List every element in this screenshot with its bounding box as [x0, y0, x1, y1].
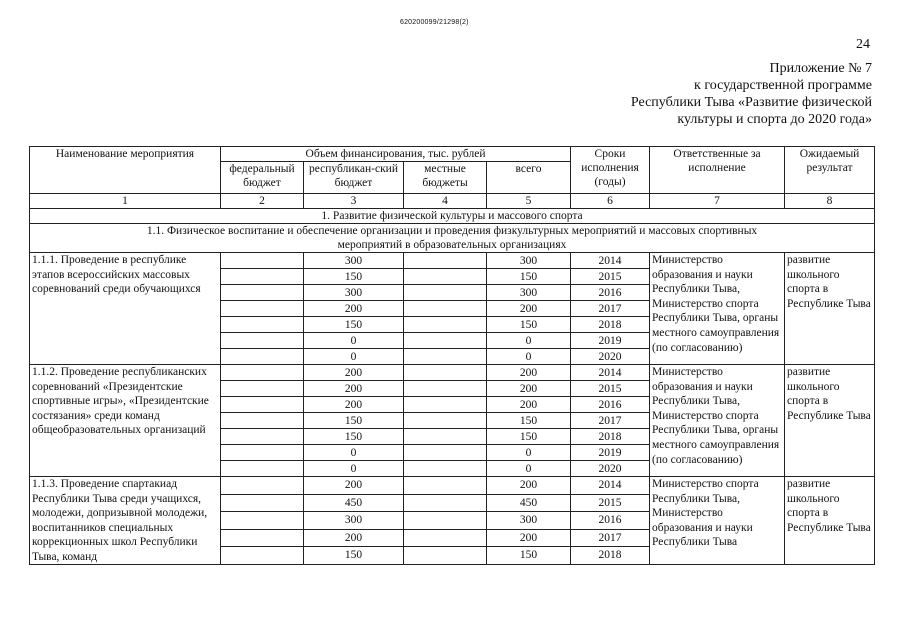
cell-year: 2020 [571, 461, 650, 477]
cell-year: 2014 [571, 365, 650, 381]
cell-total: 300 [487, 253, 571, 269]
activity-name: 1.1.3. Проведение спартакиад Республики Тыва среди учащихся, молодежи, допризывной молодежи, воспитанников специальных коррекционных школ Республики Тыва, команд [30, 477, 221, 565]
cell-total: 150 [487, 547, 571, 565]
cell-year: 2018 [571, 317, 650, 333]
col-num-6: 6 [571, 194, 650, 209]
cell-republican: 150 [304, 547, 404, 565]
appendix-header [512, 60, 872, 128]
cell-total: 300 [487, 285, 571, 301]
cell-federal [221, 397, 304, 413]
cell-total: 150 [487, 413, 571, 429]
cell-republican: 150 [304, 269, 404, 285]
header-result: Ожидаемый результат [785, 147, 875, 194]
header-terms: Сроки исполнения (годы) [571, 147, 650, 194]
cell-local [404, 429, 487, 445]
cell-total: 200 [487, 301, 571, 317]
appendix-line-1: Приложение № 7 [769, 61, 872, 76]
activity-result: развитие школьного спорта в Республике Тыва [785, 365, 875, 477]
cell-republican: 0 [304, 461, 404, 477]
cell-total: 0 [487, 333, 571, 349]
cell-total: 200 [487, 365, 571, 381]
cell-local [404, 269, 487, 285]
cell-total: 300 [487, 512, 571, 530]
cell-federal [221, 461, 304, 477]
cell-local [404, 333, 487, 349]
col-num-1: 1 [30, 194, 221, 209]
cell-total: 200 [487, 381, 571, 397]
cell-republican: 150 [304, 429, 404, 445]
cell-republican: 300 [304, 285, 404, 301]
page-number: 24 [856, 37, 870, 52]
cell-republican: 300 [304, 512, 404, 530]
activity-result: развитие школьного спорта в Республике Тыва [785, 477, 875, 565]
cell-federal [221, 253, 304, 269]
cell-local [404, 285, 487, 301]
appendix-line-2: к государственной программе [694, 78, 872, 93]
header-republican: республикан-ский бюджет [304, 162, 404, 194]
cell-local [404, 381, 487, 397]
cell-local [404, 253, 487, 269]
cell-federal [221, 301, 304, 317]
activity-name: 1.1.1. Проведение в республике этапов всероссийских массовых соревнований среди обучающихся [30, 253, 221, 365]
cell-year: 2017 [571, 413, 650, 429]
cell-republican: 200 [304, 365, 404, 381]
cell-federal [221, 547, 304, 565]
cell-republican: 200 [304, 529, 404, 547]
activity-responsible: Министерство спорта Республики Тыва, Министерство образования и науки Республики Тыва [650, 477, 785, 565]
cell-local [404, 547, 487, 565]
cell-year: 2016 [571, 285, 650, 301]
activity-responsible: Министерство образования и науки Республики Тыва, Министерство спорта Республики Тыва, органы местного самоуправления (по согласованию) [650, 365, 785, 477]
cell-year: 2014 [571, 253, 650, 269]
cell-federal [221, 381, 304, 397]
cell-federal [221, 477, 304, 495]
header-local: местные бюджеты [404, 162, 487, 194]
cell-republican: 150 [304, 317, 404, 333]
cell-local [404, 512, 487, 530]
cell-year: 2015 [571, 269, 650, 285]
col-num-3: 3 [304, 194, 404, 209]
program-table [29, 146, 875, 565]
cell-total: 0 [487, 349, 571, 365]
cell-total: 450 [487, 494, 571, 512]
cell-total: 150 [487, 429, 571, 445]
header-responsible: Ответственные за исполнение [650, 147, 785, 194]
activity-responsible: Министерство образования и науки Республики Тыва, Министерство спорта Республики Тыва, органы местного самоуправления (по согласованию) [650, 253, 785, 365]
cell-local [404, 365, 487, 381]
cell-republican: 200 [304, 381, 404, 397]
subsection-title: 1.1. Физическое воспитание и обеспечение организации и проведения физкультурных мероприятий и массовых спортивных мероприятий в образовательных организациях [30, 224, 875, 253]
cell-republican: 450 [304, 494, 404, 512]
cell-year: 2019 [571, 333, 650, 349]
cell-total: 0 [487, 445, 571, 461]
cell-republican: 0 [304, 349, 404, 365]
cell-total: 200 [487, 397, 571, 413]
cell-local [404, 494, 487, 512]
activity-name: 1.1.2. Проведение республиканских соревнований «Президентские спортивные игры», «Президентские состязания» среди команд общеобразовательных организаций [30, 365, 221, 477]
section-title: 1. Развитие физической культуры и массового спорта [30, 209, 875, 224]
document-stamp: 620200099/21298(2) [400, 19, 469, 26]
cell-local [404, 397, 487, 413]
cell-federal [221, 445, 304, 461]
cell-local [404, 461, 487, 477]
header-name: Наименование мероприятия [30, 147, 221, 194]
cell-federal [221, 529, 304, 547]
appendix-line-4: культуры и спорта до 2020 года» [677, 112, 872, 127]
cell-total: 200 [487, 529, 571, 547]
cell-year: 2016 [571, 397, 650, 413]
cell-local [404, 349, 487, 365]
cell-republican: 300 [304, 253, 404, 269]
cell-year: 2017 [571, 529, 650, 547]
table-row [30, 365, 875, 381]
header-total: всего [487, 162, 571, 194]
cell-total: 150 [487, 317, 571, 333]
cell-local [404, 445, 487, 461]
cell-local [404, 301, 487, 317]
table-row [30, 477, 875, 495]
table-row [30, 253, 875, 269]
header-funding: Объем финансирования, тыс. рублей [221, 147, 571, 162]
cell-total: 150 [487, 269, 571, 285]
cell-republican: 0 [304, 445, 404, 461]
cell-total: 200 [487, 477, 571, 495]
col-num-7: 7 [650, 194, 785, 209]
cell-year: 2015 [571, 494, 650, 512]
cell-republican: 200 [304, 301, 404, 317]
cell-local [404, 413, 487, 429]
cell-year: 2015 [571, 381, 650, 397]
cell-year: 2018 [571, 429, 650, 445]
cell-republican: 150 [304, 413, 404, 429]
cell-federal [221, 333, 304, 349]
cell-local [404, 317, 487, 333]
cell-federal [221, 413, 304, 429]
cell-total: 0 [487, 461, 571, 477]
cell-federal [221, 317, 304, 333]
cell-local [404, 477, 487, 495]
header-federal: федеральный бюджет [221, 162, 304, 194]
cell-federal [221, 365, 304, 381]
col-num-4: 4 [404, 194, 487, 209]
cell-year: 2018 [571, 547, 650, 565]
cell-federal [221, 512, 304, 530]
cell-federal [221, 285, 304, 301]
cell-federal [221, 269, 304, 285]
col-num-2: 2 [221, 194, 304, 209]
cell-year: 2014 [571, 477, 650, 495]
col-num-8: 8 [785, 194, 875, 209]
cell-year: 2019 [571, 445, 650, 461]
cell-federal [221, 429, 304, 445]
activity-result: развитие школьного спорта в Республике Тыва [785, 253, 875, 365]
cell-republican: 200 [304, 397, 404, 413]
cell-local [404, 529, 487, 547]
cell-year: 2017 [571, 301, 650, 317]
cell-year: 2020 [571, 349, 650, 365]
cell-republican: 0 [304, 333, 404, 349]
cell-republican: 200 [304, 477, 404, 495]
cell-year: 2016 [571, 512, 650, 530]
cell-federal [221, 349, 304, 365]
appendix-line-3: Республики Тыва «Развитие физической [630, 95, 872, 110]
col-num-5: 5 [487, 194, 571, 209]
cell-federal [221, 494, 304, 512]
